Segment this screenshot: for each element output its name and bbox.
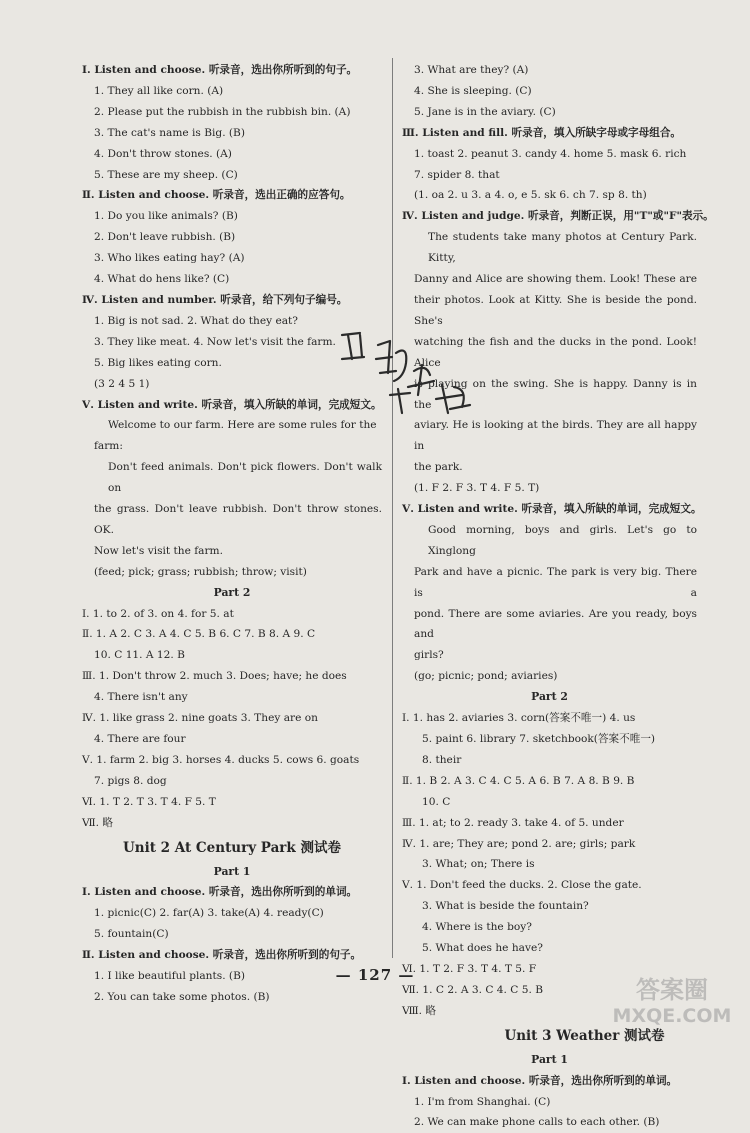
text-line: Good morning, boys and girls. Let's go to Xinglong	[428, 523, 697, 557]
text-line: 4. Don't throw stones. (A)	[94, 147, 232, 160]
text-line: Ⅴ. 1. Don't feed the ducks. 2. Close the gate.	[402, 879, 642, 892]
column-divider	[392, 58, 393, 958]
text-line: 1. toast 2. peanut 3. candy 4. home 5. mask 6. rich	[414, 147, 687, 160]
text-line: 5. These are my sheep. (C)	[94, 168, 238, 181]
text-line: Ⅳ. Listen and number. 听录音，给下列句子编号。	[82, 293, 348, 306]
text-line: 7. spider 8. that	[414, 168, 500, 181]
text-line: Ⅰ. Listen and choose. 听录音，选出你所听到的单词。	[82, 886, 358, 899]
text-line: 2. We can make phone calls to each other. (B)	[414, 1116, 660, 1129]
text-line: 4. She is sleeping. (C)	[414, 84, 532, 97]
text-line: 3. What; on; There is	[422, 858, 535, 871]
text-line: Part 1	[531, 1052, 568, 1066]
text-line: Ⅰ. 1. to 2. of 3. on 4. for 5. at	[82, 607, 234, 620]
text-line: Ⅴ. 1. farm 2. big 3. horses 4. ducks 5. cows 6. goats	[82, 753, 360, 766]
text-line: is playing on the swing. She is happy. Danny is in the	[414, 377, 697, 411]
text-line: 7. pigs 8. dog	[94, 774, 167, 787]
text-line: (go; picnic; pond; aviaries)	[414, 670, 558, 683]
svg-text:答案圈: 答案圈	[636, 976, 708, 1004]
text-line: Ⅲ. 1. at; to 2. ready 3. take 4. of 5. under	[402, 816, 624, 829]
text-line: the park.	[414, 461, 463, 474]
text-line: Ⅲ. 1. Don't throw 2. much 3. Does; have; he does	[82, 670, 347, 683]
text-line: Part 2	[531, 690, 568, 704]
text-line: (feed; pick; grass; rubbish; throw; visit)	[94, 565, 307, 578]
text-line: Danny and Alice are showing them. Look! These are	[414, 273, 697, 286]
text-line: Welcome to our farm. Here are some rules for the	[108, 419, 377, 432]
left-column	[82, 60, 382, 1008]
text-line: the grass. Don't leave rubbish. Don't throw stones. OK.	[94, 503, 382, 536]
text-line: 3. The cat's name is Big. (B)	[94, 126, 245, 139]
text-line: 5. fountain(C)	[94, 928, 169, 941]
text-line: Don't feed animals. Don't pick flowers. Don't walk on	[108, 461, 382, 495]
text-line: 4. Where is the boy?	[422, 921, 532, 934]
text-line: (3 2 4 5 1)	[94, 377, 150, 390]
text-line: 1. picnic(C) 2. far(A) 3. take(A) 4. ready(C)	[94, 907, 324, 920]
text-line: farm:	[94, 440, 123, 453]
text-line: 1. Do you like animals? (B)	[94, 210, 238, 223]
text-line: 1. I like beautiful plants. (B)	[94, 970, 245, 983]
text-line: 3. Who likes eating hay? (A)	[94, 252, 245, 265]
text-line: Ⅱ. 1. B 2. A 3. C 4. C 5. A 6. B 7. A 8. B 9. B	[402, 774, 635, 787]
text-line: Ⅳ. 1. like grass 2. nine goats 3. They are on	[82, 712, 318, 725]
text-line: Ⅷ. 略	[402, 1004, 437, 1017]
text-line: Ⅰ. Listen and choose. 听录音，选出你所听到的单词。	[402, 1074, 678, 1087]
text-line: 5. paint 6. library 7. sketchbook(答案不唯一)	[422, 733, 656, 745]
text-line: Ⅰ. 1. has 2. aviaries 3. corn(答案不唯一) 4. us	[402, 712, 636, 725]
svg-text:MXQE.COM: MXQE.COM	[612, 1005, 732, 1027]
text-line: (1. oa 2. u 3. a 4. o, e 5. sk 6. ch 7. sp 8. th)	[414, 189, 647, 202]
text-line: Ⅱ. Listen and choose. 听录音，选出正确的应答句。	[82, 189, 351, 202]
text-line: 1. They all like corn. (A)	[94, 84, 224, 97]
text-line: aviary. He is looking at the birds. They are all happy in	[414, 419, 697, 453]
text-line: their photos. Look at Kitty. She is beside the pond. She's	[414, 293, 697, 327]
text-line: Ⅵ. 1. T 2. F 3. T 4. T 5. F	[402, 962, 537, 975]
text-line: 1. I'm from Shanghai. (C)	[414, 1095, 551, 1108]
text-line: Ⅶ. 1. C 2. A 3. C 4. C 5. B	[402, 983, 544, 996]
text-line: 1. Big is not sad. 2. What do they eat?	[94, 314, 298, 327]
text-line: Ⅶ. 略	[82, 816, 114, 829]
text-line: 3. What are they? (A)	[414, 64, 529, 76]
text-line: Ⅴ. Listen and write. 听录音，填入所缺的单词，完成短文。	[82, 398, 382, 411]
text-line: Ⅴ. Listen and write. 听录音，填入所缺的单词，完成短文。	[402, 503, 702, 516]
text-line: Ⅱ. 1. A 2. C 3. A 4. C 5. B 6. C 7. B 8. A 9. C	[82, 628, 316, 641]
text-line: pond. There are some aviaries. Are you ready, boys and	[414, 607, 697, 641]
text-line: girls?	[414, 649, 444, 662]
text-line: 3. They like meat. 4. Now let's visit the farm.	[94, 335, 336, 348]
text-line: Part 2	[213, 585, 251, 599]
handwriting-scribble	[330, 315, 500, 425]
text-line: Unit 2 At Century Park 测试卷	[123, 839, 341, 856]
text-line: Ⅳ. Listen and judge. 听录音，判断正误，用"T"或"F"表示。	[402, 210, 714, 223]
text-line: 4. There are four	[94, 733, 186, 745]
text-line: Now let's visit the farm.	[94, 544, 223, 557]
text-line: 8. their	[422, 753, 462, 766]
text-line: 4. There isn't any	[94, 691, 188, 704]
text-line: Ⅱ. Listen and choose. 听录音，选出你所听到的句子。	[82, 949, 362, 962]
text-line: Ⅳ. 1. are; They are; pond 2. are; girls; park	[402, 837, 636, 850]
text-line: 5. What does he have?	[422, 942, 543, 955]
text-line: 10. C	[422, 795, 451, 808]
text-line: Ⅰ. Listen and choose. 听录音，选出你所听到的句子。	[82, 64, 358, 76]
text-line: 4. What do hens like? (C)	[94, 273, 230, 286]
text-line: 2. Please put the rubbish in the rubbish bin. (A)	[94, 105, 351, 118]
text-line: 3. What is beside the fountain?	[422, 900, 589, 913]
watermark-logo	[602, 968, 742, 1028]
text-line: Park and have a picnic. The park is very big. There is a	[414, 565, 697, 599]
text-line: Ⅲ. Listen and fill. 听录音，填入所缺字母或字母组合。	[402, 126, 682, 139]
text-line: 2. You can take some photos. (B)	[94, 990, 270, 1003]
page-number: — 127 —	[335, 966, 415, 984]
text-line: Part 1	[213, 864, 251, 878]
text-line: The students take many photos at Century Park. Kitty,	[428, 231, 697, 265]
text-line: (1. F 2. F 3. T 4. F 5. T)	[414, 482, 540, 495]
text-line: 10. C 11. A 12. B	[94, 649, 185, 662]
text-line: watching the fish and the ducks in the pond. Look! Alice	[414, 335, 697, 369]
text-line: Unit 3 Weather 测试卷	[504, 1027, 665, 1044]
text-line: 5. Big likes eating corn.	[94, 356, 222, 369]
text-line: 2. Don't leave rubbish. (B)	[94, 231, 236, 244]
text-line: Ⅵ. 1. T 2. T 3. T 4. F 5. T	[82, 795, 216, 808]
text-line: 5. Jane is in the aviary. (C)	[414, 105, 556, 118]
